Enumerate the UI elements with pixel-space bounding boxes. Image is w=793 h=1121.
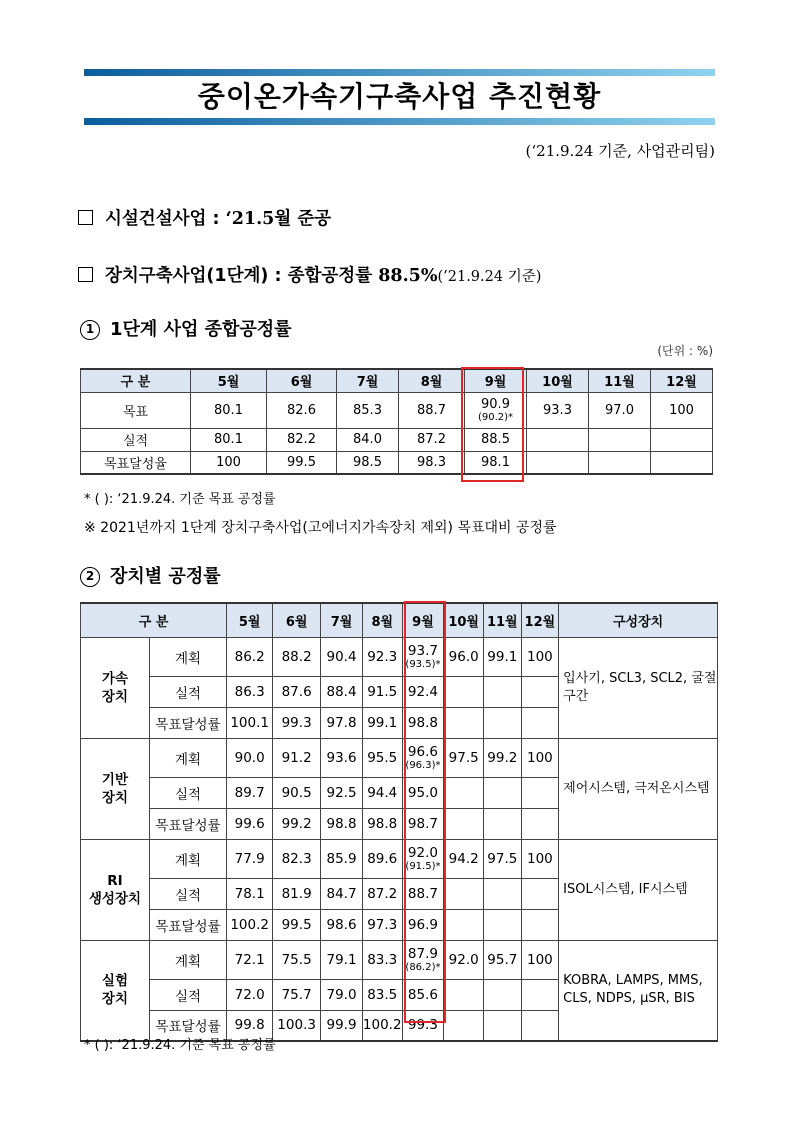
table-cell [444, 979, 484, 1010]
device-group-name-line: 가속 [101, 670, 128, 687]
table-header-row [81, 603, 718, 637]
table-cell [484, 909, 522, 940]
table-cell: 96.0 [444, 637, 484, 676]
cell-value: 96.6 [407, 743, 438, 760]
table-cell: 77.9 [227, 839, 273, 878]
table-cell: 100 [521, 738, 559, 777]
table-cell: 89.6 [362, 839, 402, 878]
table-cell: 75.5 [273, 940, 321, 979]
device-group-name-line: 장치 [101, 789, 128, 806]
table-cell: 90.5 [273, 777, 321, 808]
col-header: 10월 [444, 603, 484, 637]
table-cell [527, 451, 589, 474]
table-cell: 93.3 [527, 392, 589, 428]
table-cell: 90.4 [321, 637, 363, 676]
col-header: 9월 [465, 369, 527, 392]
table-cell: 87.2 [399, 428, 465, 451]
item-device [78, 262, 541, 287]
table-cell [521, 808, 559, 839]
item-facility-value: ‘21.5월 준공 [225, 209, 332, 229]
col-header: 8월 [399, 369, 465, 392]
row-label: 목표달성률 [149, 808, 226, 839]
circled-number-icon: 1 [80, 320, 100, 340]
table-cell: 90.0 [227, 738, 273, 777]
table-cell [444, 808, 484, 839]
table-cell: 99.2 [273, 808, 321, 839]
cell-value: 87.9 [407, 945, 438, 962]
table-cell [444, 1010, 484, 1041]
row-label: 목표달성률 [149, 1010, 226, 1041]
row-label: 실적 [149, 777, 226, 808]
item-device-value: 88.5% [378, 266, 438, 286]
table-cell: 96.9 [402, 909, 444, 940]
col-header: 9월 [402, 603, 444, 637]
table-row-actual [81, 428, 713, 451]
table-cell [444, 878, 484, 909]
col-header: 8월 [362, 603, 402, 637]
table-cell [484, 707, 522, 738]
table-cell: 98.3 [399, 451, 465, 474]
table-cell [521, 1010, 559, 1041]
table-cell [521, 909, 559, 940]
table-cell: 97.5 [484, 839, 522, 878]
table-cell: 88.5 [465, 428, 527, 451]
table-cell [444, 909, 484, 940]
table-cell: 85.3 [337, 392, 399, 428]
table-row [81, 637, 718, 676]
table-header-row [81, 369, 713, 392]
col-header: 12월 [651, 369, 713, 392]
row-label: 실적 [149, 676, 226, 707]
table-cell: 98.8 [362, 808, 402, 839]
device-group-name-line: 장치 [101, 991, 128, 1008]
table-cell: 95.7 [484, 940, 522, 979]
footnote-1: * ( ): ‘21.9.24. 기준 목표 공정률 [84, 492, 276, 507]
table-cell [444, 676, 484, 707]
table-row-target [81, 392, 713, 428]
col-header: 7월 [337, 369, 399, 392]
section1-title: 1단계 사업 종합공정률 [110, 319, 292, 340]
table-cell: 81.9 [273, 878, 321, 909]
table-cell: 92.3 [362, 637, 402, 676]
cell-note: (90.2)* [477, 411, 514, 423]
col-header: 구 분 [81, 369, 191, 392]
table-cell: 82.6 [267, 392, 337, 428]
table-cell: 97.0 [589, 392, 651, 428]
table-cell: 93.6 [321, 738, 363, 777]
table-cell: 86.3 [227, 676, 273, 707]
table-cell: 72.0 [227, 979, 273, 1010]
overall-progress-table [80, 368, 713, 475]
table-cell [527, 428, 589, 451]
table-cell: 87.2 [362, 878, 402, 909]
table-cell: 98.8 [402, 707, 444, 738]
table-cell [402, 738, 444, 777]
col-header: 구 분 [81, 603, 227, 637]
table-cell: 85.9 [321, 839, 363, 878]
title-bar-bottom [84, 118, 715, 125]
table-cell: 100.3 [273, 1010, 321, 1041]
device-group-label [81, 940, 150, 1041]
item-device-note: (’21.9.24 기준) [437, 269, 542, 285]
item-device-label: 장치구축사업(1단계) : 종합공정률 [105, 266, 373, 286]
table-cell: 75.7 [273, 979, 321, 1010]
table-cell: 100.2 [227, 909, 273, 940]
table-cell: 99.5 [273, 909, 321, 940]
checkbox-icon [78, 210, 93, 225]
table-cell [521, 676, 559, 707]
table-cell: 98.6 [321, 909, 363, 940]
table-cell [484, 979, 522, 1010]
component-devices: 제어시스템, 극저온시스템 [559, 738, 718, 839]
table-cell: 100.1 [227, 707, 273, 738]
table-cell [484, 676, 522, 707]
row-label: 실적 [149, 878, 226, 909]
col-header: 11월 [589, 369, 651, 392]
table-cell: 100 [521, 637, 559, 676]
cell-value: 92.0 [407, 844, 438, 861]
table-cell: 83.5 [362, 979, 402, 1010]
table-cell [465, 392, 527, 428]
table-cell: 78.1 [227, 878, 273, 909]
col-header: 6월 [273, 603, 321, 637]
table-cell: 79.1 [321, 940, 363, 979]
table-cell: 99.5 [267, 451, 337, 474]
table-row [81, 738, 718, 777]
row-label: 실적 [81, 428, 191, 451]
row-label: 계획 [149, 738, 226, 777]
table-cell: 97.5 [444, 738, 484, 777]
table-cell: 72.1 [227, 940, 273, 979]
table-cell [589, 451, 651, 474]
table-cell: 86.2 [227, 637, 273, 676]
table-cell [651, 451, 713, 474]
table-cell [651, 428, 713, 451]
table-cell: 89.7 [227, 777, 273, 808]
table-cell [444, 777, 484, 808]
table-cell: 99.1 [362, 707, 402, 738]
device-group-label [81, 738, 150, 839]
table-cell: 95.0 [402, 777, 444, 808]
as-of-text: (‘21.9.24 기준, 사업관리팀) [525, 142, 715, 160]
table-cell: 92.4 [402, 676, 444, 707]
section2-title: 장치별 공정률 [110, 566, 221, 587]
table-cell [444, 707, 484, 738]
col-header: 5월 [191, 369, 267, 392]
table-cell: 99.2 [484, 738, 522, 777]
table-cell: 84.7 [321, 878, 363, 909]
table-cell: 92.0 [444, 940, 484, 979]
table-cell: 82.2 [267, 428, 337, 451]
row-label: 계획 [149, 637, 226, 676]
table-cell: 91.2 [273, 738, 321, 777]
table-cell: 88.2 [273, 637, 321, 676]
col-header: 11월 [484, 603, 522, 637]
cell-note: (91.5)* [405, 860, 441, 872]
footnote-2: ※ 2021년까지 1단계 장치구축사업(고에너지가속장치 제외) 목표대비 공정률 [84, 520, 557, 536]
table-cell [484, 878, 522, 909]
table-cell: 99.9 [321, 1010, 363, 1041]
table-cell [402, 940, 444, 979]
section2-heading [80, 562, 221, 588]
table-cell [402, 637, 444, 676]
table-cell: 92.5 [321, 777, 363, 808]
table-cell [521, 878, 559, 909]
table-cell: 100 [521, 839, 559, 878]
component-devices: ISOL시스템, IF시스템 [559, 839, 718, 940]
device-group-name-line: RI [107, 872, 123, 889]
table-cell: 97.8 [321, 707, 363, 738]
table-cell: 84.0 [337, 428, 399, 451]
table-row-rate [81, 451, 713, 474]
table-cell: 88.7 [402, 878, 444, 909]
device-group-name-line: 장치 [101, 688, 128, 705]
col-header: 6월 [267, 369, 337, 392]
device-group-label [81, 839, 150, 940]
device-progress-table [80, 602, 718, 1042]
table-cell: 98.1 [465, 451, 527, 474]
unit-label: (단위 : %) [657, 344, 713, 358]
row-label: 목표달성률 [149, 707, 226, 738]
col-header: 5월 [227, 603, 273, 637]
table-cell: 100.2 [362, 1010, 402, 1041]
table-cell: 79.0 [321, 979, 363, 1010]
table-cell [484, 808, 522, 839]
table-cell: 95.5 [362, 738, 402, 777]
cell-note: (86.2)* [405, 961, 441, 973]
table-cell: 99.6 [227, 808, 273, 839]
row-label: 계획 [149, 839, 226, 878]
table-cell: 97.3 [362, 909, 402, 940]
row-label: 계획 [149, 940, 226, 979]
table-cell: 99.8 [227, 1010, 273, 1041]
checkbox-icon [78, 267, 93, 282]
table-cell: 80.1 [191, 392, 267, 428]
col-header: 구성장치 [559, 603, 718, 637]
col-header: 12월 [521, 603, 559, 637]
item-facility [78, 205, 331, 230]
table-cell: 98.7 [402, 808, 444, 839]
component-devices: KOBRA, LAMPS, MMS, CLS, NDPS, μSR, BIS [559, 940, 718, 1041]
table-cell: 100 [191, 451, 267, 474]
table-cell: 100 [521, 940, 559, 979]
table-cell: 82.3 [273, 839, 321, 878]
table-cell: 94.2 [444, 839, 484, 878]
table-cell: 99.3 [402, 1010, 444, 1041]
title-bar-top [84, 69, 715, 76]
table-cell [521, 777, 559, 808]
device-group-name-line: 실험 [101, 973, 128, 990]
cell-value: 90.9 [481, 396, 510, 412]
table-cell [402, 839, 444, 878]
table-cell: 94.4 [362, 777, 402, 808]
table-cell: 98.8 [321, 808, 363, 839]
row-label: 목표 [81, 392, 191, 428]
table-cell [589, 428, 651, 451]
table-cell [484, 1010, 522, 1041]
cell-note: (96.3)* [405, 759, 441, 771]
table-cell: 88.4 [321, 676, 363, 707]
table-cell: 100 [651, 392, 713, 428]
row-label: 목표달성률 [149, 909, 226, 940]
table-row [81, 940, 718, 979]
component-devices: 입사기, SCL3, SCL2, 굴절구간 [559, 637, 718, 738]
table-cell: 99.1 [484, 637, 522, 676]
col-header: 7월 [321, 603, 363, 637]
device-group-name-line: 생성장치 [88, 890, 142, 907]
circled-number-icon: 2 [80, 567, 100, 587]
table-cell [521, 707, 559, 738]
table-cell [521, 979, 559, 1010]
footnote-3: * ( ): ‘21.9.24. 기준 목표 공정률 [84, 1038, 276, 1053]
device-group-name-line: 기반 [101, 771, 128, 788]
table-cell: 99.3 [273, 707, 321, 738]
cell-value: 93.7 [407, 642, 438, 659]
table-cell: 85.6 [402, 979, 444, 1010]
col-header: 10월 [527, 369, 589, 392]
table-cell: 91.5 [362, 676, 402, 707]
table-cell: 88.7 [399, 392, 465, 428]
table-cell: 80.1 [191, 428, 267, 451]
table-cell [484, 777, 522, 808]
page-title: 중이온가속기구축사업 추진현황 [197, 80, 602, 113]
table-cell: 87.6 [273, 676, 321, 707]
section1-heading [80, 315, 292, 341]
device-group-label [81, 637, 150, 738]
row-label: 실적 [149, 979, 226, 1010]
table-cell: 98.5 [337, 451, 399, 474]
row-label: 목표달성율 [81, 451, 191, 474]
table-cell: 83.3 [362, 940, 402, 979]
item-facility-label: 시설건설사업 : [105, 209, 220, 229]
table-row [81, 839, 718, 878]
cell-note: (93.5)* [405, 658, 441, 670]
